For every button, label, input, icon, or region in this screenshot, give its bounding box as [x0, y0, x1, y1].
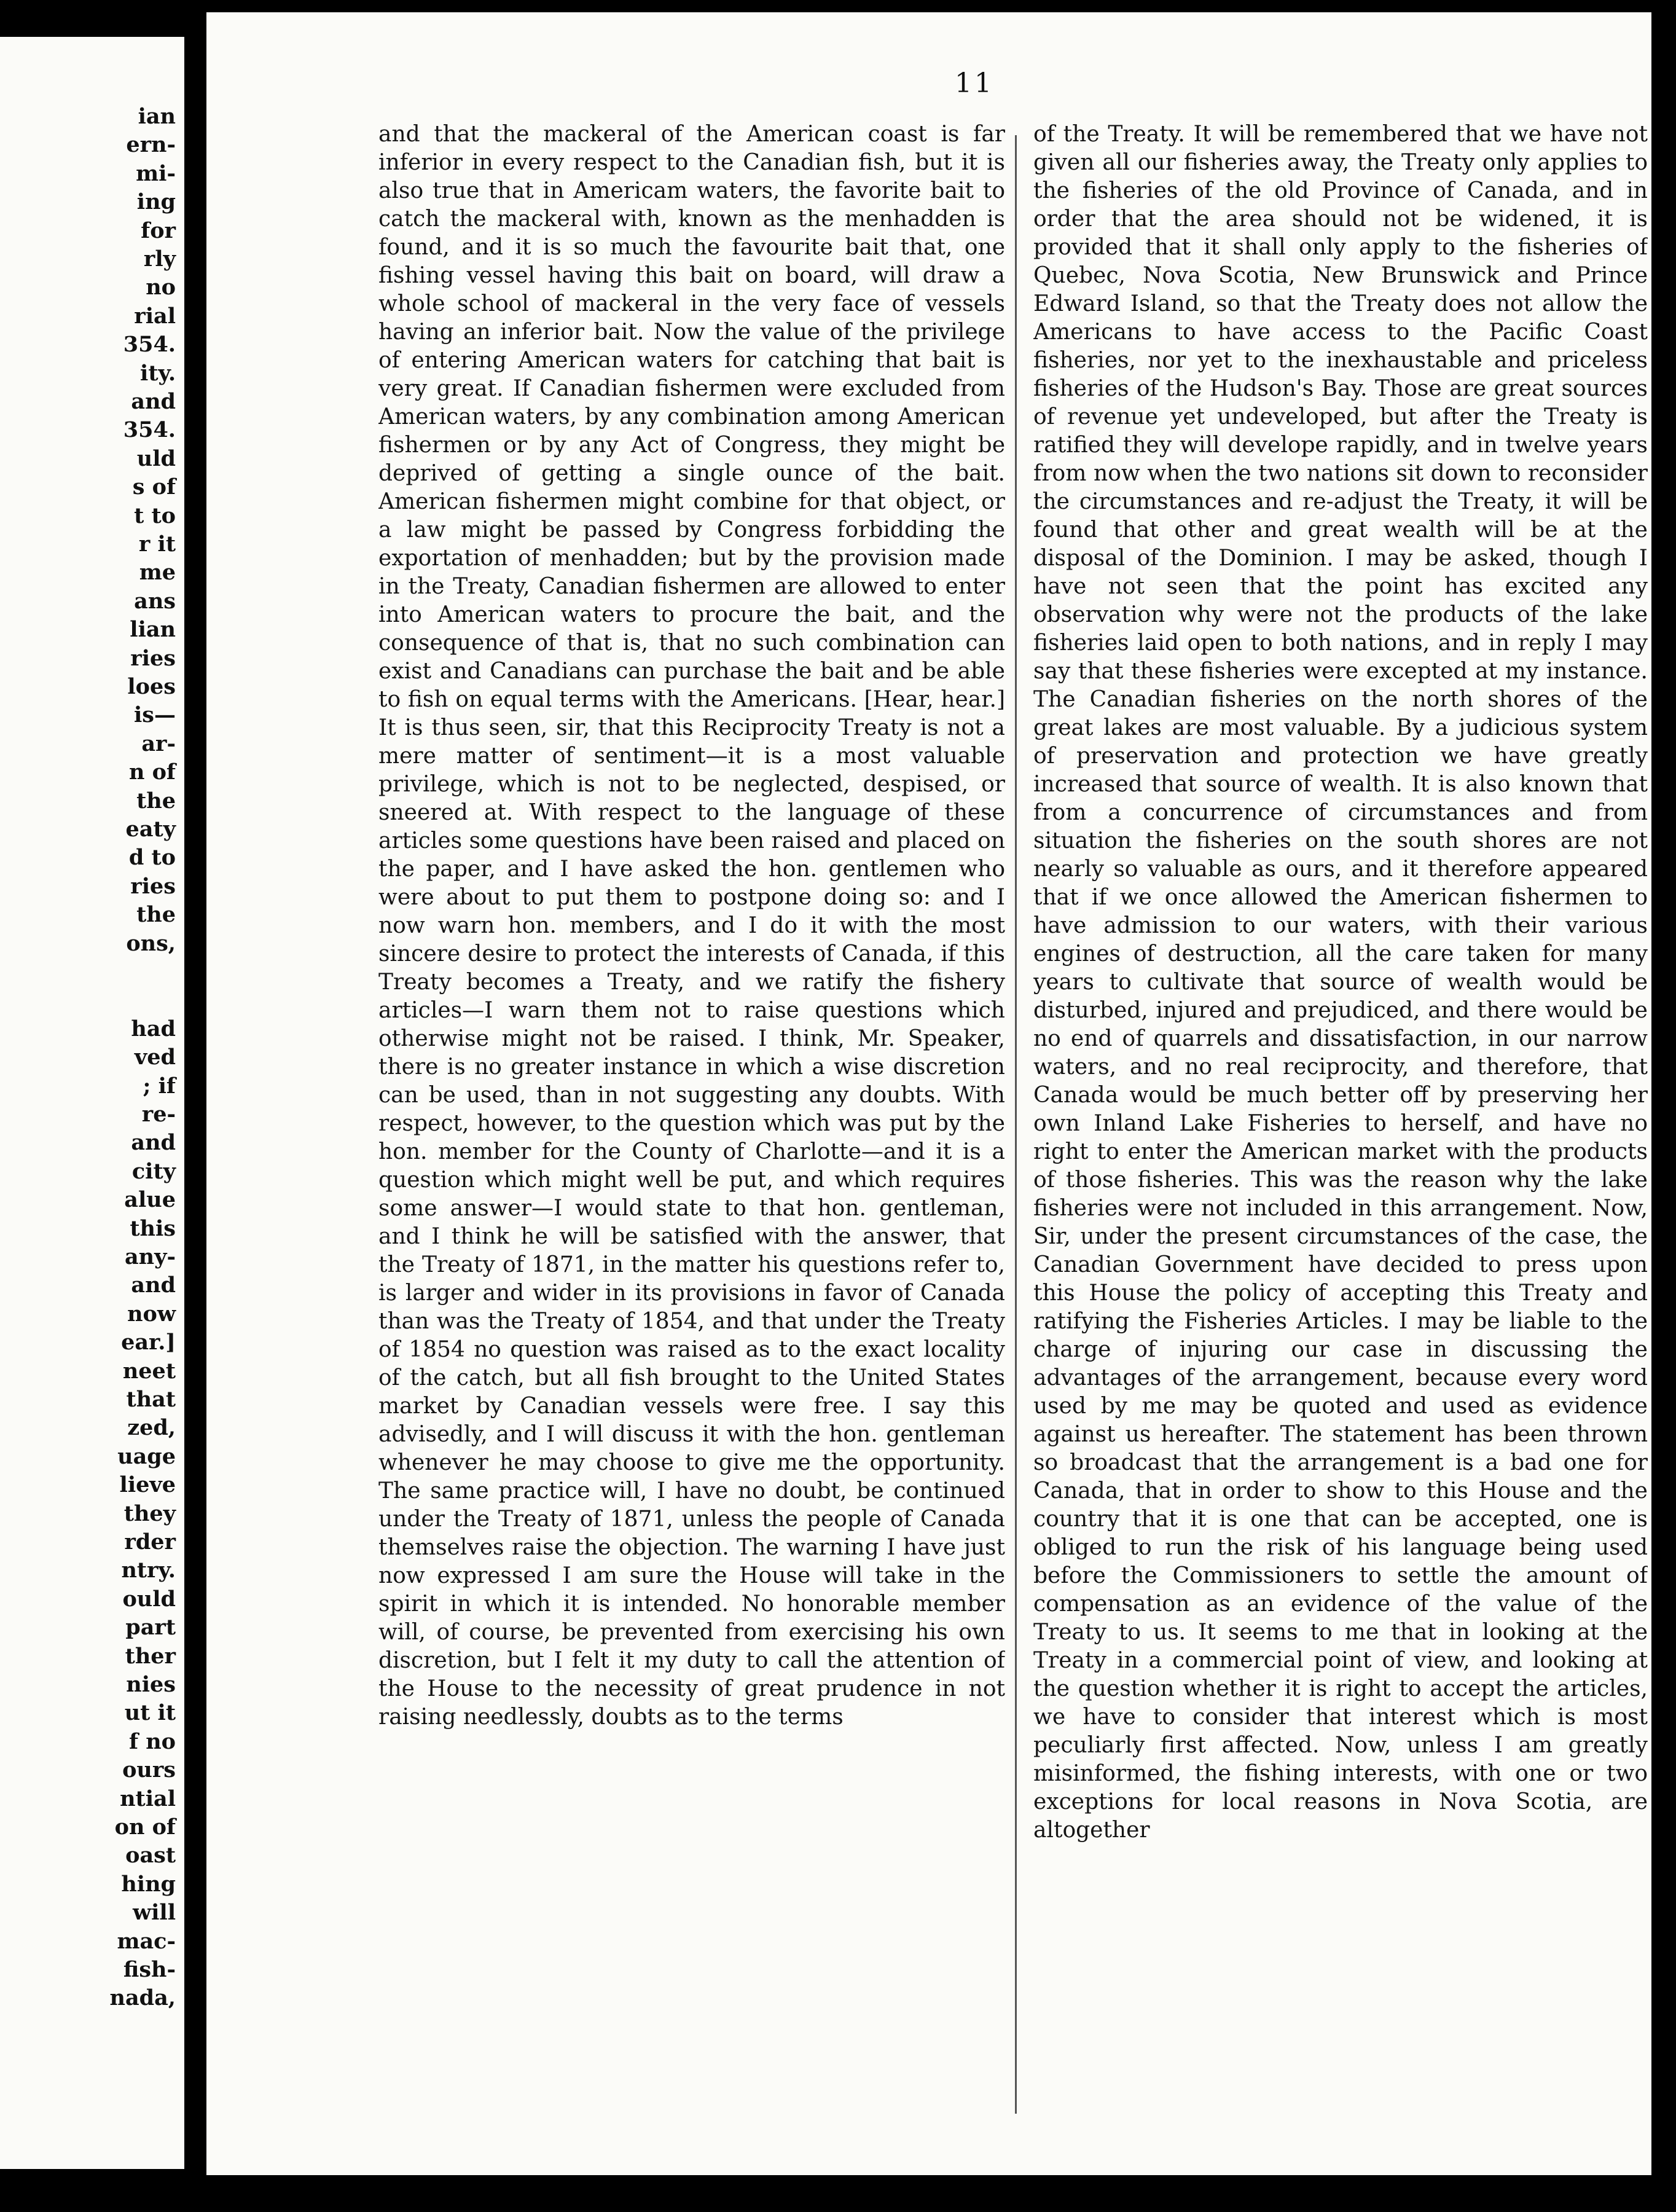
top-scan-border	[0, 0, 1676, 12]
margin-fragment: ear.]	[121, 1330, 176, 1355]
margin-fragment: nada,	[109, 1985, 176, 2011]
margin-fragment: lian	[130, 617, 176, 643]
margin-fragment: ut it	[124, 1700, 176, 1726]
margin-fragment: nies	[126, 1672, 176, 1697]
margin-fragment: ; if	[143, 1073, 176, 1099]
margin-fragment: d to	[128, 845, 176, 871]
margin-fragment: rial	[134, 303, 176, 329]
margin-fragment: mi-	[136, 160, 176, 186]
margin-fragment: 354.	[123, 417, 176, 443]
right-scan-border	[1651, 0, 1676, 2212]
margin-fragment: neet	[122, 1358, 176, 1384]
margin-fragment: re-	[141, 1102, 176, 1127]
margin-fragment: ours	[122, 1757, 176, 1783]
right-column-text: of the Treaty. It will be remembered that we have not given all our fisheries away, the Treaty only applies to the fisheries of the old Province of Canada, and in order that the area should not be widened, it is provided that it shall only apply to the fisheries of Quebec, Nova Scotia, New Brunswick and Prince Edward Island, so that the Treaty does not allow the Americans to have access to the Pacific Coast fisheries, nor yet to the inexhaustable and priceless fisheries of the Hudson's Bay. Those are great sources of revenue yet undeveloped, but after the Treaty is ratified they will develope rapidly, and in twelve years from now when the two nations sit down to reconsider the circumstances and re-adjust the Treaty, it will be found that other and great wealth will be at the disposal of the Dominion. I may be asked, though I have not seen that the point has excited any observation why were not the products of the lake fisheries laid open to both nations, and in reply I may say that these fisheries were excepted at my instance. The Canadian fisheries on the north shores of the great lakes are most valuable. By a judicious system of preservation and protection we have greatly increased that source of wealth. It is also known that from a concurrence of circumstances and from situation the fisheries on the south shores are not nearly so valuable as ours, and it therefore appeared that if we once allowed the American fishermen to have admission to our waters, with their various engines of destruction, all the care taken for many years to cultivate that source of wealth would be disturbed, injured and prejudiced, and there would be no end of quarrels and dissatisfaction, in our narrow waters, and no real reciprocity, and therefore, that Canada would be much better off by preserving her own Inland Lake Fisheries to herself, and have no right to enter the American market with the products of those fisheries. This was the reason why the lake fisheries were not included in this arrangement. Now, Sir, under the present circumstances of the case, the Canadian Government have decided to press upon this House the policy of accepting this Treaty and ratifying the Fisheries Articles. I may be liable to the charge of injuring our case in discussing the advantages of the arrangement, because every word used by me may be quoted and used as evidence against us hereafter. The statement has been thrown so broadcast that the arrangement is a bad one for Canada, that in order to show to this House and the country that it is one that can be accepted, one is obliged to run the risk of his language being used before the Commissioners to settle the amount of compensation as an evidence of the value of the Treaty to us. It seems to me that in looking at the Treaty in a commercial point of view, and looking at the question whether it is right to accept the articles, we have to consider that interest which is most peculiarly first affected. Now, unless I am greatly misinformed, the fishing interests, with one or two exceptions for local reasons in Nova Scotia, are altogether	[1033, 122, 1648, 1843]
margin-fragment: rder	[124, 1529, 176, 1555]
margin-fragment: ian	[138, 104, 176, 129]
margin-fragment: zed,	[127, 1415, 176, 1441]
margin-fragment: ries	[130, 645, 176, 671]
document-page	[206, 12, 1651, 2175]
margin-fragment: s of	[132, 474, 176, 500]
margin-fragment: this	[130, 1215, 176, 1241]
margin-fragment: any-	[125, 1244, 176, 1269]
margin-fragment: they	[123, 1500, 176, 1526]
margin-fragment: ern-	[126, 132, 176, 158]
margin-fragment: ries	[130, 873, 176, 899]
margin-fragment: and	[131, 1130, 176, 1156]
margin-fragment: ved	[134, 1045, 176, 1070]
margin-fragment: ar-	[141, 731, 176, 756]
margin-fragment: on of	[114, 1814, 176, 1840]
margin-fragment: f no	[128, 1728, 176, 1754]
margin-fragment: ther	[125, 1643, 176, 1669]
page-number: 11	[955, 68, 994, 99]
margin-fragment: r it	[138, 531, 176, 557]
margin-fragment: ould	[122, 1586, 176, 1612]
margin-fragment: 354.	[123, 332, 176, 358]
margin-fragment: the	[136, 902, 176, 928]
margin-fragment: hing	[121, 1871, 176, 1897]
previous-page-fragment	[0, 37, 184, 2169]
margin-fragment: loes	[127, 674, 176, 699]
margin-fragment: now	[127, 1301, 176, 1327]
column-divider	[1015, 135, 1017, 2114]
margin-fragment: uage	[117, 1443, 176, 1469]
middle-text-column	[378, 120, 1005, 2126]
margin-fragment: oast	[125, 1843, 176, 1869]
margin-fragment: ntry.	[121, 1558, 176, 1583]
margin-fragment: had	[131, 1016, 176, 1041]
bottom-scan-border	[0, 2175, 1676, 2212]
margin-fragment: is—	[133, 702, 176, 728]
margin-fragment: me	[139, 560, 176, 586]
margin-fragment: rly	[143, 246, 176, 272]
margin-fragment: for	[141, 218, 176, 243]
middle-column-text: and that the mackeral of the American coast is far inferior in every respect to the Canadian fish, but it is also true that in Americam waters, the favorite bait to catch the mackeral with, known as the menhadden is found, and it is so much the favourite bait that, one fishing vessel having this bait on board, will draw a whole school of mackeral in the very face of vessels having an inferior bait. Now the value of the privilege of entering American waters for catching that bait is very great. If Canadian fishermen were excluded from American waters, by any combination among American fishermen or by any Act of Congress, they might be deprived of getting a single ounce of the bait. American fishermen might combine for that object, or a law might be passed by Congress forbidding the exportation of menhadden; but by the provision made in the Treaty, Canadian fishermen are allowed to enter into American waters to procure the bait, and the consequence of that is, that no such combination can exist and Canadians can purchase the bait and be able to fish on equal terms with the Americans. [Hear, hear.] It is thus seen, sir, that this Reciprocity Treaty is not a mere matter of sentiment—it is a most valuable privilege, which is not to be neglected, despised, or sneered at. With respect to the language of these articles some questions have been raised and placed on the paper, and I have asked the hon. gentlemen who were about to put them to postpone doing so: and I now warn hon. members, and I do it with the most sincere desire to protect the interests of Canada, if this Treaty becomes a Treaty, and we ratify the fishery articles—I warn them not to raise questions which otherwise might not be raised. I think, Mr. Speaker, there is no greater instance in which a wise discretion can be used, than in not suggesting any doubts. With respect, however, to the question which was put by the hon. member for the County of Charlotte—and it is a question which might well be put, and which requires some answer—I would state to that hon. gentleman, and I think he will be satisfied with the answer, that the Treaty of 1871, in the matter his questions refer to, is larger and wider in its provisions in favor of Canada than was the Treaty of 1854, and that under the Treaty of 1854 no question was raised as to the exact locality of the catch, but all fish brought to the United States market by Canadian vessels were free. I say this advisedly, and I will discuss it with the hon. gentleman whenever he may choose to give me the opportunity. The same practice will, I have no doubt, be continued under the Treaty of 1871, unless the people of Canada themselves raise the objection. The warning I have just now expressed I am sure the House will take in the spirit in which it is intended. No honorable member will, of course, be prevented from exercising his own discretion, but I felt it my duty to call the attention of the House to the necessity of great prudence in not raising needlessly, doubts as to the terms	[378, 122, 1005, 1730]
margin-fragment: n of	[128, 759, 176, 785]
margin-fragment: alue	[124, 1187, 176, 1213]
margin-fragment: and	[131, 389, 176, 414]
margin-fragment: uld	[136, 445, 176, 471]
right-text-column	[1033, 120, 1648, 2126]
margin-fragment: ity.	[140, 360, 176, 386]
margin-fragment: ans	[134, 588, 176, 614]
margin-fragment: that	[126, 1387, 176, 1412]
margin-fragment: no	[146, 275, 176, 300]
margin-fragment: ntial	[120, 1786, 176, 1811]
margin-fragment: eaty	[125, 817, 176, 842]
margin-fragment: the	[136, 788, 176, 814]
margin-fragment: and	[131, 1273, 176, 1298]
margin-fragment: mac-	[117, 1928, 176, 1954]
margin-fragment: city	[131, 1158, 176, 1184]
margin-fragment: lieve	[119, 1472, 176, 1498]
margin-fragment: fish-	[123, 1957, 176, 1982]
margin-fragment: ons,	[126, 930, 176, 956]
margin-fragment: ing	[136, 189, 176, 215]
margin-fragment: t to	[134, 503, 176, 528]
margin-fragment: part	[125, 1615, 176, 1641]
margin-fragment: will	[132, 1900, 176, 1926]
